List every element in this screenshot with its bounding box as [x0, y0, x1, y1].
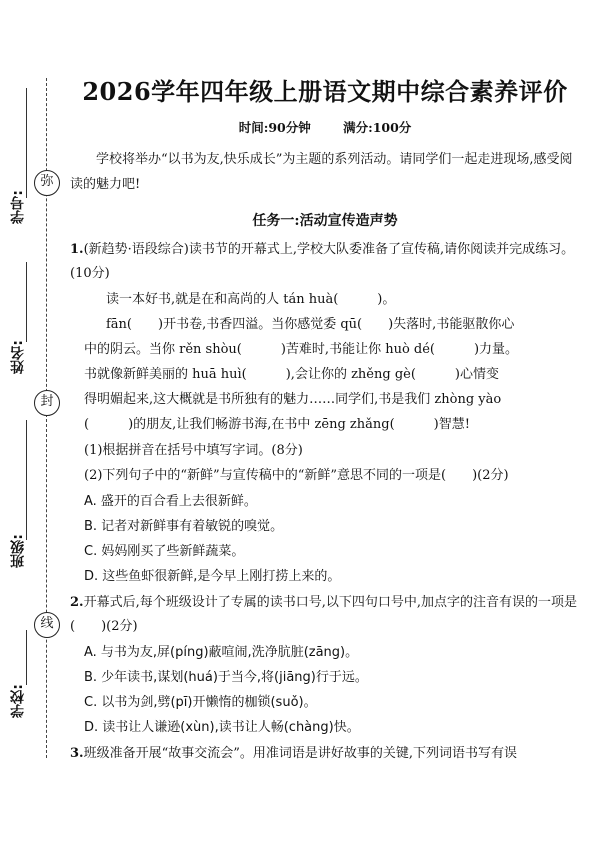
seal-char-xian: 线: [34, 612, 60, 638]
q1-option-d[interactable]: D. 这些鱼虾很新鲜,是今早上刚打捞上来的。: [84, 569, 341, 584]
question-1: [70, 238, 580, 286]
intro-paragraph: 学校将举办“以书为友,快乐成长”为主题的系列活动。请同学们一起走进现场,感受阅读的魅力吧!: [70, 152, 573, 192]
passage-line-4: 书就像新鲜美丽的 huā huì( ),会让你的 zhěng gè( )心情变: [84, 367, 499, 382]
exam-title: 2026学年四年级上册语文期中综合素养评价: [82, 77, 568, 106]
passage-line-6: ( )的朋友,让我们畅游书海,在书中 zēng zhǎng( )智慧!: [84, 417, 470, 432]
school-label: 学校:: [10, 684, 26, 718]
school-line: [26, 630, 27, 685]
q1-option-b[interactable]: B. 记者对新鲜事有着敏锐的嗅觉。: [84, 519, 284, 534]
exam-time: 时间:90分钟: [238, 120, 311, 135]
name-label: 姓名:: [10, 340, 26, 374]
question-1-number: 1.: [70, 242, 84, 257]
passage-line-5: 得明媚起来,这大概就是书所独有的魅力……同学们,书是我们 zhòng yào: [84, 392, 502, 407]
q2-option-d[interactable]: D. 读书让人谦逊(xùn),读书让人畅(chàng)快。: [84, 720, 360, 735]
student-id-label: 学号:: [10, 190, 26, 224]
question-1-sub-1: (1)根据拼音在括号中填写字词。(8分): [84, 443, 303, 458]
q1-option-c[interactable]: C. 妈妈刚买了些新鲜蔬菜。: [84, 544, 245, 559]
task-heading-1: 任务一:活动宣传造声势: [252, 213, 398, 229]
seal-char-feng: 封: [34, 390, 60, 416]
class-label: 班级:: [10, 534, 26, 568]
q2-option-a[interactable]: A. 与书为友,屏(píng)蔽喧闹,洗净肮脏(zāng)。: [84, 645, 359, 660]
question-1-sub-2: (2)下列句子中的“新鲜”与宣传稿中的“新鲜”意思不同的一项是( )(2分): [84, 468, 509, 483]
question-3-text: 班级准备开展“故事交流会”。用准词语是讲好故事的关键,下列词语书写有误: [83, 746, 518, 761]
class-line: [26, 420, 27, 540]
question-1-text: (新趋势·语段综合)读书节的开幕式上,学校大队委准备了宣传稿,请你阅读并完成练习。(10分): [70, 242, 575, 281]
q1-option-a[interactable]: A. 盛开的百合看上去很新鲜。: [84, 494, 257, 509]
binding-margin: [0, 0, 70, 841]
q2-option-b[interactable]: B. 少年读书,谋划(huá)于当今,将(jiāng)行于远。: [84, 670, 368, 685]
passage-line-3: 中的阴云。当你 rěn shòu( )苦难时,书能让你 huò dé( )力量。: [84, 342, 519, 357]
exam-meta: [70, 118, 580, 136]
passage-line-1: 读一本好书,就是在和高尚的人 tán huà( )。: [106, 292, 396, 307]
student-id-line: [26, 88, 27, 198]
question-3: [70, 742, 580, 766]
name-line: [26, 262, 27, 342]
q2-option-c[interactable]: C. 以书为剑,劈(pī)开懒惰的枷锁(suǒ)。: [84, 695, 317, 710]
question-2: [70, 591, 580, 639]
question-2-text: 开幕式后,每个班级设计了专属的读书口号,以下四句口号中,加点字的注音有误的一项是( )(2分): [70, 595, 577, 634]
question-3-number: 3.: [70, 746, 84, 761]
passage-line-2: fān( )开书卷,书香四溢。当你感觉委 qū( )失落时,书能驱散你心: [106, 317, 515, 332]
question-2-number: 2.: [70, 595, 84, 610]
seal-char-mi: 弥: [34, 170, 60, 196]
exam-score: 满分:100分: [343, 120, 412, 135]
